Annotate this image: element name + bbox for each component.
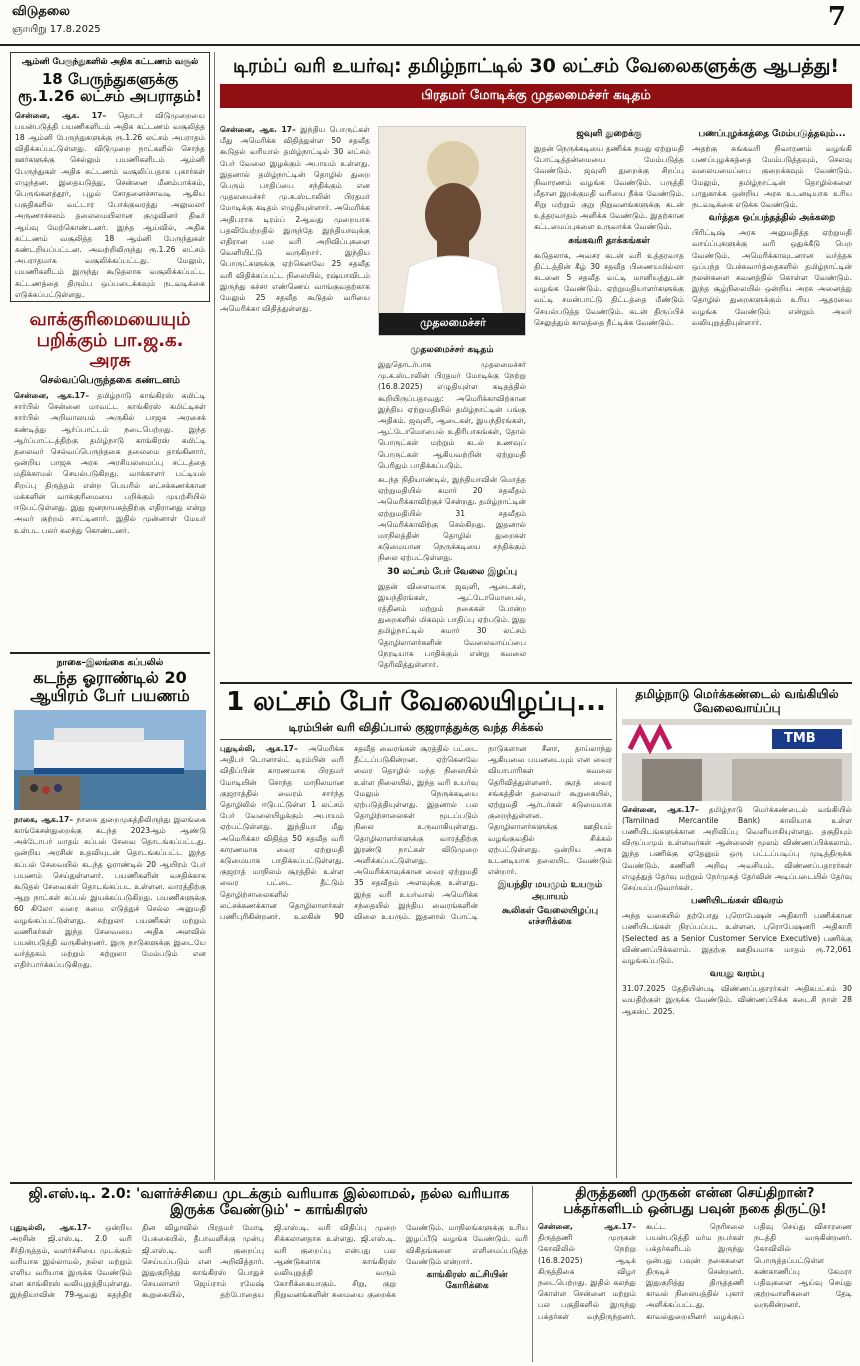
ship-photo <box>14 710 206 810</box>
trump-subhead-jobs: 30 லட்சம் பேர் வேலை இழப்பு <box>386 566 518 577</box>
lakh-jobs-body: அமெரிக்க அதிபர் டொனால்ட் டிரம்பின் வரி விதிப்பின் காரணமாக பிரதமர் மோடியின் சொந்த மாநிலமான குஜராத்தில் வைரம் சார்ந்த தொழிலில் ஈடுபட்டுள்ள 1 லட்சம் பேர் வேலையிழக்கும் அபாயம் ஏற்பட்டுள்ளது. இந்தியா மீது அமெரிக்கா விதித்த 50 சதவீத வரி காரணமாக வைர ஏற்றுமதி கடுமையாக பாதிக்கப்பட்டுள்ளது. குஜராத் மாநிலம் சூரத்தில் உள்ள வைர பட்டை தீட்டும் தொழிற்சாலைகளில் லட்சக்கணக்கான தொழிலாளர்கள் பணிபுரிகின்றனர். உலகின் 90 சதவீத வைரங்கள் சூரத்தில் பட்டை தீட்டப்படுகின்றன. ஏற்கெனவே வைர தொழில் மந்த நிலையில் உள்ள நிலையில், இந்த வரி உயர்வு மேலும் நெருக்கடியை ஏற்படுத்தியுள்ளது. இதனால் பல தொழிற்சாலைகள் மூடப்படும் நிலை உருவாகியுள்ளது. தொழிலாளர்களுக்கு வாரத்திற்கு இரண்டு நாட்கள் விடுமுறை அளிக்கப்பட்டுள்ளது. அமெரிக்காவுக்கான வைர ஏற்றுமதி 35 சதவீதம் அளவுக்கு உள்ளது. இந்த வரி உயர்வால் அமெரிக்க சந்தையில் இந்திய வைரங்களின் விலை உயரும். இதனால் போட்டி நாடுகளான சீனா, தாய்லாந்து ஆகியவை பயனடையும் என வைர வியாபாரிகள் கவலை தெரிவித்துள்ளனர். சூரத் வைர சங்கத்தின் தலைவர் கூறுகையில், ஏற்றுமதி ஆர்டர்கள் கடுமையாக குறைந்துள்ளன. தொழிலாளர்களுக்கு ஊதியம் வழங்குவதில் சிக்கல் ஏற்பட்டுள்ளது. ஒன்றிய அரசு உடனடியாக தலையிட வேண்டும் என்றார். <box>220 743 612 921</box>
vote-story <box>10 308 210 648</box>
ship-headline: கடந்த ஓராண்டில் 20 ஆயிரம் பேர் பயணம் <box>30 668 190 706</box>
ship-kicker: நாகை–இலங்கை கப்பலில் <box>56 658 164 668</box>
bus-story <box>10 52 210 302</box>
tmb-subhead-b: வயது வரம்பு <box>709 969 765 980</box>
bus-kicker: ஆம்னி பேருந்துகளில் அதிக கட்டணம் வசூல் <box>21 57 199 67</box>
trump-dateline: சென்னை, ஆக. 17– <box>220 125 296 134</box>
tmb-headline: தமிழ்நாடு மெர்க்கண்டைல் வங்கியில் வேலைவாய்ப்பு <box>635 688 839 715</box>
tmb-body: தமிழ்நாடு மெர்க்கண்டைல் வங்கியில் (Tamilnad Mercantile Bank) காலியாக உள்ள பணியிடங்களுக்கான அறிவிப்பு வெளியாகியுள்ளது. தகுதியும் விருப்பமும் உள்ளவர்கள் ஆன்லைன் மூலம் விண்ணப்பிக்கலாம். இந்த பணிக்கு ஏதேனும் ஒரு பட்டப்படிப்பு முடித்திருக்க வேண்டும். கணினி அறிவு அவசியம். விண்ணப்பதாரர்கள் எழுத்துத் தேர்வு மற்றும் நேர்முகத் தேர்வின் அடிப்படையில் தேர்வு செய்யப்படுவார்கள். <box>622 804 852 893</box>
trump-subhead-letter: முதலமைச்சர் கடிதம் <box>410 345 494 355</box>
trump-body-7: அதற்கு சுங்கவரி நிவாரணம் வழங்கி பணப்புழக்கத்தை மேம்படுத்தவும், செலவு வலையமைப்பை குறைக்கவும் வேண்டும். மேலும், தமிழ்நாட்டின் தொழில்களை பாதுகாக்க ஒன்றிய அரசு உடனடியாக உரிய நடவடிக்கை எடுக்க வேண்டும். <box>692 144 852 210</box>
vote-dateline: சென்னை, ஆக.17– <box>14 391 90 401</box>
temple-story <box>538 1186 852 1362</box>
gst-headline: ஜி.எஸ்.டி. 2.0: 'வளர்ச்சியை முடக்கும் வரியாக இல்லாமல், நல்ல வரியாக இருக்க வேண்டும்' – காங்கிரஸ் <box>28 1186 510 1219</box>
temple-dateline: சென்னை, ஆக.17– <box>538 1222 636 1232</box>
tmb-body-2: அந்த வகையில் தற்போது புரொபேஷன் அதிகாரி பணிக்கான பணியிடங்கள் நிரப்பப்பட உள்ளன. புரொபேஷனரி அதிகாரி (Selected as a Senior Customer Service Executive) பணிக்கு விண்ணப்பிக்கலாம். இதற்கு ஊதியமாக மாதம் ரூ.72,061 வழங்கப்படும். <box>622 911 852 966</box>
bus-headline: 18 பேருந்துகளுக்கு ரூ.1.26 லட்சம் அபராதம்! <box>17 70 203 106</box>
tmb-body-3: 31.07.2025 தேதியின்படி விண்ணப்பதாரர்கள் அதிகபட்சம் 30 வயதிற்குள் இருக்க வேண்டும். விண்ணப்பிக்க கடைசி நாள் 28 ஆகஸ்ட் 2025. <box>622 984 852 1016</box>
vote-body: தமிழ்நாடு காங்கிரஸ் கமிட்டி சார்பில் சென்னை மாவட்ட காங்கிரஸ் கமிட்டிகள் சார்பில் அறிவாலயம் அருகில் பாஜக அரசைக் கண்டித்து ஆர்ப்பாட்டம் நடைபெற்றது. இந்த ஆர்ப்பாட்டத்திற்கு தமிழ்நாடு காங்கிரஸ் கமிட்டி தலைவர் செல்வப்பெருந்தகை தலைமை தாங்கினார். ஒன்றிய பாஜக அரசு அரசியலமைப்பு சட்டத்தை மதிக்காமல் செயல்படுகிறது. வாக்காளர் பட்டியல் சிறப்பு திருத்தம் என்ற பெயரில் லட்சக்கணக்கான மக்களின் வாக்குரிமையை பறிக்கும் முயற்சியில் ஈடுபட்டுள்ளது. இது ஜனநாயகத்திற்கு எதிரானது என்று அவர் குற்றம் சாட்டினார். இதில் முன்னாள் மேயர் உள்பட பலர் கலந்து கொண்டனர். <box>14 391 206 535</box>
issue-date: ஞாயிறு 17.8.2025 <box>12 24 101 35</box>
tmb-sign-text: TMB <box>784 730 816 746</box>
trump-subhead-relief: பணப்புழக்கத்தை மேம்படுத்தவும்... <box>698 129 846 139</box>
vote-headline: வாக்குரிமையையும் பறிக்கும் பா.ஜ.க. அரசு <box>29 309 191 372</box>
gst-subhead: காங்கிரஸ் கட்சியின் கோரிக்கை <box>426 1270 508 1292</box>
tmb-bank-photo <box>622 719 852 801</box>
trump-body-3: கடந்த நிதியாண்டில், இந்தியாவின் மொத்த ஏற்றுமதியில் சுமார் 20 சதவீதம் அமெரிக்காவிற்குச் சென்றது. தமிழ்நாட்டின் ஏற்றுமதியில் 31 சதவீதம் அமெரிக்காவிற்கு செல்கிறது. இதனால் மாநிலத்தின் தொழில் துறைகள் கடுமையான நெருக்கடியை சந்திக்கும் நிலை ஏற்பட்டுள்ளது. <box>378 475 526 563</box>
gst-dateline: புதுடில்லி, ஆக.17– <box>10 1223 92 1233</box>
tmb-story <box>622 688 852 1178</box>
lakh-jobs-headline: 1 லட்சம் பேர் வேலையிழப்பு... <box>226 688 606 717</box>
trump-subhead-textile: ஜவுளி துறைக்கு <box>576 129 642 139</box>
trump-subhead-gst: சுங்கவரி தாக்கங்கள் <box>568 235 650 246</box>
bus-dateline: சென்னை, ஆக. 17– <box>15 110 107 120</box>
tmb-subhead-a: பணியிடங்கள் விவரம் <box>690 896 784 907</box>
ship-body: நாகை துறைமுகத்திலிருந்து இலங்கை காங்கேசன்துறைக்கு கடந்த 2023ஆம் ஆண்டு அக்டோபர் மாதம் கப்பல் சேவை தொடங்கப்பட்டது. ஒன்றிய அரசின் உதவியுடன் தொடங்கப்பட்ட இந்த கப்பல் சேவையில் கடந்த ஓராண்டில் 20 ஆயிரம் பேர் பயணம் செய்துள்ளனர். பயணிகளின் வசதிக்காக கூடுதல் சேவைகள் தொடங்கப்பட உள்ளன. வாரத்திற்கு ஆறு நாட்கள் கப்பல் இயக்கப்படுகிறது. பயணிகளுக்கு 60 கிலோ வரை சுமை எடுத்துச் செல்ல அனுமதி வழங்கப்பட்டுள்ளது. சுற்றுலா பயணிகள் மற்றும் வணிகர்கள் இந்த சேவையை அதிக அளவில் பயன்படுத்தி வருகின்றனர். இரு நாடுகளுக்கு இடையே வர்த்தகம் மற்றும் சுற்றுலா மேம்படும் என எதிர்பார்க்கப்படுகிறது. <box>14 814 206 970</box>
trump-headline: டிரம்ப் வரி உயர்வு: தமிழ்நாட்டில் 30 லட்சம் வேலைகளுக்கு ஆபத்து! <box>232 55 840 77</box>
ship-story <box>10 652 210 1180</box>
gst-body: ஒன்றிய அரசின் ஜி.எஸ்.டி. 2.0 வரி சீர்திருத்தம், வளர்ச்சியை முடக்கும் வரியாக இல்லாமல், நல்ல மற்றும் எளிய வரியாக இருக்க வேண்டும் என காங்கிரஸ் வலியுறுத்தியுள்ளது. இந்தியாவின் 79ஆவது சுதந்திர தின விழாவில் பிரதமர் மோடி பேசுகையில், தீபாவளிக்கு முன்பு ஜி.எஸ்.டி. வரி குறைப்பு செய்யப்படும் என அறிவித்தார். இதுகுறித்து காங்கிரஸ் பொதுச் செயலாளர் ஜெய்ராம் ரமேஷ் கூறுகையில், தற்போதைய ஜி.எஸ்.டி. வரி விதிப்பு முறை சிக்கலானதாக உள்ளது. ஜி.எஸ்.டி. வரி குறைப்பு என்பது பல ஆண்டுகளாக காங்கிரஸ் வலியுறுத்தி வரும் கோரிக்கையாகும். சிறு, குறு நிறுவனங்களின் சுமையை குறைக்க வேண்டும். மாநிலங்களுக்கு உரிய இழப்பீடு வழங்க வேண்டும். வரி விகிதங்களை எளிமைப்படுத்த வேண்டும் என்றார். <box>10 1223 528 1300</box>
trump-subhead: பிரதமர் மோடிக்கு முதலமைச்சர் கடிதம் <box>220 84 852 108</box>
trump-body-8: பிரிட்டிஷ் அரசு அனுமதித்த ஏற்றுமதி வாய்ப்புகளுக்கு வரி ஒதுக்கீடு பெற வேண்டும். அமெரிக்காவுடனான வர்த்தக ஒப்பந்த பேச்சுவார்த்தைகளில் தமிழ்நாட்டின் நலன்களை கவனத்தில் கொள்ள வேண்டும். இந்த சூழ்நிலையில் ஒன்றிய அரசு அனைத்து தொழில் துறைகளுக்கும் உரிய ஆதரவை வழங்க வேண்டும் என்றும் அவர் வலியுறுத்தியுள்ளார். <box>692 228 852 327</box>
masthead <box>0 0 860 46</box>
trump-subhead-trade: வர்த்தக ஒப்பந்தத்தில் அக்கறை <box>708 213 836 224</box>
trump-body-5: இதன் நெருக்கடியை தணிக்க நமது ஏற்றுமதி போட்டித்தன்மையை மேம்படுத்த வேண்டும். ஜவுளி துறைக்கு சிறப்பு நிவாரணம் வழங்க வேண்டும். பருத்தி மீதான இறக்குமதி வரியை நீக்க வேண்டும். சிறு மற்றும் குறு நிறுவனங்களுக்கு கடன் உத்தரவாதம் அளிக்க வேண்டும். இதற்கான கட்டமைப்புகளை உருவாக்க வேண்டும். <box>534 144 684 232</box>
lakh-jobs-dateline: புதுடில்லி, ஆக.17– <box>220 743 298 753</box>
lakh-jobs-subhead: டிரம்பின் வரி விதிப்பால் குஜராத்துக்கு வந்த சிக்கல் <box>220 721 612 740</box>
tmb-dateline: சென்னை, ஆக.17– <box>622 804 699 814</box>
temple-body: திருத்தணி முருகன் கோவிலில் நேற்று (16.8.2025) ஆடிக் கிருத்திகை விழா நடைபெற்றது. இதில் கலந்து கொள்ள சென்னை மற்றும் பல பகுதிகளில் இருந்து பக்தர்கள் வந்திருந்தனர். கூட்ட நெரிசலை பயன்படுத்தி மர்ம நபர்கள் பக்தர்களிடம் இருந்து ஒன்பது பவுன் நகைகளை திருடிச் சென்றனர். இதுகுறித்து திருத்தணி காவல் நிலையத்தில் புகார் அளிக்கப்பட்டது. காவல்துறையினர் வழக்குப் பதிவு செய்து விசாரணை நடத்தி வருகின்றனர். கோவிலில் பொருத்தப்பட்டுள்ள கண்காணிப்பு கேமரா பதிவுகளை ஆய்வு செய்து குற்றவாளிகளை தேடி வருகின்றனர். <box>538 1222 852 1321</box>
cm-photo-caption: முதலமைச்சர் <box>420 316 486 329</box>
page-number: 7 <box>827 2 846 32</box>
lakh-jobs-subhead-b: கூலிகள் வேலையிழப்பு எச்சரிக்கை <box>501 905 599 927</box>
trump-body-6: கூடுதலாக, அவசர கடன் வரி உத்தரவாத திட்டத்தின் கீழ் 30 சதவீத பிணையமில்லா கடனை 5 சதவீத வட்டி மானியத்துடன் வழங்க வேண்டும். ஏற்றுமதியாளர்களுக்கு வட்டி சமன்பாட்டு திட்டத்தை மீண்டும் செயல்படுத்த வேண்டும். கடன் திருப்பிச் செலுத்தும் காலத்தை நீட்டிக்க வேண்டும். <box>534 250 684 327</box>
newspaper-name: விடுதலை <box>12 4 70 19</box>
ship-dateline: நாகை, ஆக.17– <box>14 814 74 824</box>
trump-body-2: இதுதொடர்பாக முதலமைச்சர் மு.க.ஸ்டாலின் பிரதமர் மோடிக்கு நேற்று (16.8.2025) எழுதியுள்ள கடிதத்தில் கூறியிருப்பதாவது: அமெரிக்காவிற்கான இந்திய ஏற்றுமதியில் தமிழ்நாட்டின் பங்கு அதிகம். ஜவுளி, ஆடைகள், இயந்திரங்கள், ஆட்டோமொபைல் உதிரிபாகங்கள், தோல் பொருட்கள் மற்றும் கடல் உணவுப் பொருட்கள் ஆகியவற்றின் ஏற்றுமதி பெரிதும் பாதிக்கப்படும். <box>378 360 526 470</box>
temple-headline: திருத்தணி முருகன் என்ன செய்திறான்? பக்தர்களிடம் ஒன்பது பவுன் நகை திருட்டு! <box>563 1186 827 1217</box>
bus-body: தொடர் விடுமுறையை பயன்படுத்தி பயணிகளிடம் அதிக கட்டணம் வசூலித்த 18 ஆம்னி பேருந்துகளுக்கு ரூ.1.26 லட்சம் அபராதம் விதிக்கப்பட்டுள்ளது. விடுமுறை நாட்களில் சொந்த ஊர்களுக்கு செல்லும் பயணிகளிடம் ஆம்னி பேருந்துகள் அதிக கட்டணம் வசூலிப்பதாக புகார்கள் எழுந்தன. இதையடுத்து, சென்னை மீனம்பாக்கம், பெருங்களத்தூர், புழல் சோதனைச்சாவடி ஆகிய பகுதிகளில் வட்டார போக்குவரத்து அலுவலர் அருணாச்சலம் தலைமையிலான குழுவினர் திடீர் ஆய்வு மேற்கொண்டனர். இந்த ஆய்வில், அதிக கட்டணம் வசூலித்த 18 ஆம்னி பேருந்துகள் கண்டறியப்பட்டன. அவற்றிலிருந்து ரூ.1.26 லட்சம் அபராதமாக வசூலிக்கப்பட்டது. மேலும், பயணிகளிடம் இருந்து கூடுதலாக வசூலிக்கப்பட்ட கட்டணத்தை திரும்ப ஒப்படைக்கவும் நடவடிக்கை எடுக்கப்பட்டுள்ளது. <box>15 110 205 299</box>
trump-story <box>220 52 852 680</box>
lakh-jobs-subhead-a: இயந்திர மயமும் உயரும் அபாயம் <box>497 880 603 902</box>
trump-body-4: இதன் விளைவாக ஜவுளி, ஆடைகள், இயந்திரங்கள், ஆட்டோமொபைல், ரத்தினம் மற்றும் நகைகள் போன்ற துறைகளில் மிகவும் பாதிப்பு ஏற்படும். இது தமிழ்நாட்டில் சுமார் 30 லட்சம் தொழிலாளர்களின் வேலைவாய்ப்பை நேரடியாக பாதிக்கும் என்று கவலை தெரிவித்துள்ளார். <box>378 581 526 670</box>
trump-body-1: இந்திய பொருட்கள் மீது அமெரிக்க விதித்துள்ள 50 சதவீத கூடுதல் வரியால் தமிழ்நாட்டில் 30 லட்சம் பேர் வேலை இழக்கும் அபாயம் உள்ளது. இதனால் தமிழ்நாட்டின் தொழில் துறை பெரும் பாதிப்பை சந்திக்கும் என முதலமைச்சர் மு.க.ஸ்டாலின் பிரதமர் மோடிக்கு கடிதம் எழுதியுள்ளார். அமெரிக்க அதிபராக டிரம்ப் 2ஆவது முறையாக பதவியேற்றதில் இருந்தே இந்தியாவுக்கு எதிரான பல வரி அறிவிப்புகளை வெளியிட்டு வருகிறார். இந்திய பொருட்களுக்கு ஏற்கெனவே 25 சதவீத வரி விதிக்கப்பட்ட நிலையில், ரஷ்யாவிடம் இருந்து கச்சா எண்ணெய் வாங்குவதற்காக மேலும் 25 சதவீத கூடுதல் வரியை அமெரிக்கா விதித்துள்ளது. <box>220 125 370 314</box>
vote-subhead: செல்வப்பெருந்தகை கண்டனம் <box>39 375 181 387</box>
cm-photo <box>378 126 526 336</box>
gst-story <box>10 1186 528 1362</box>
lakh-jobs-story <box>220 688 612 1178</box>
